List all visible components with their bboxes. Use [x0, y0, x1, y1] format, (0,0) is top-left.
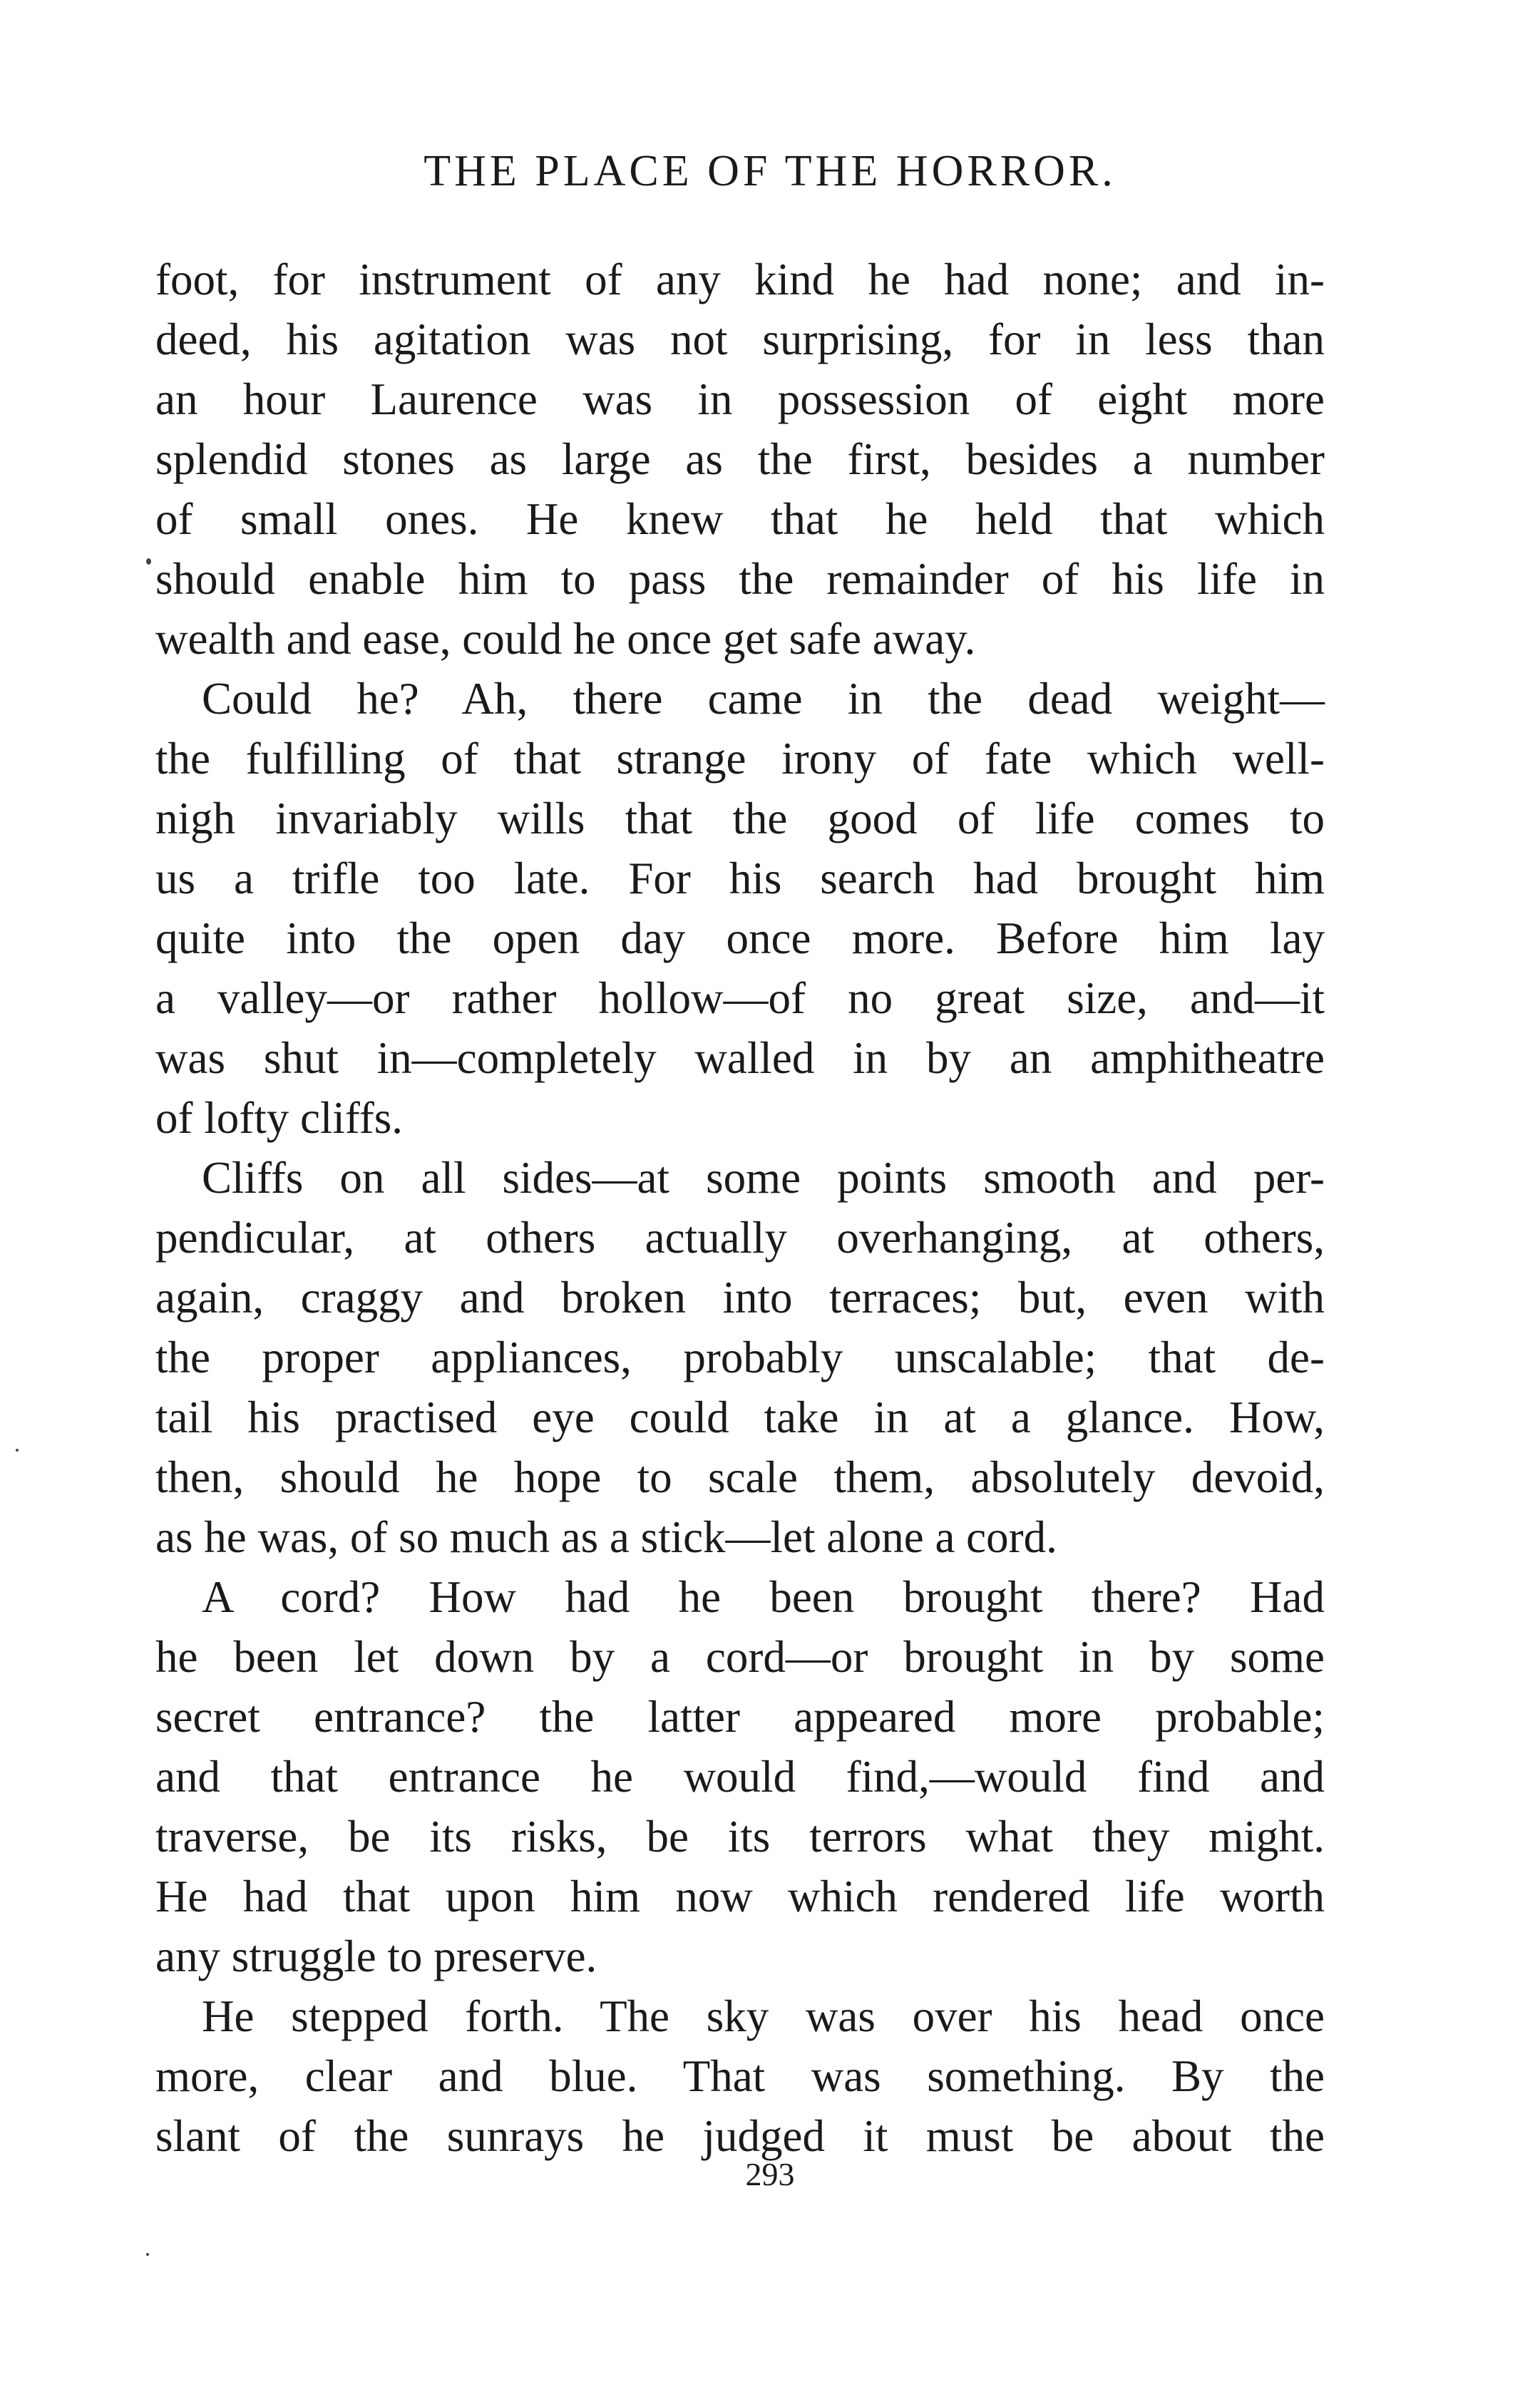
paragraph: [155, 1986, 1325, 2166]
paragraph: [155, 669, 1325, 1148]
text-line: the fulfilling of that strange irony of fate which well-: [155, 734, 1325, 784]
text-line: tail his practised eye could take in at a glance. How,: [155, 1392, 1325, 1442]
text-line: us a trifle too late. For his search had brought him: [155, 853, 1325, 903]
running-head: THE PLACE OF THE HORROR.: [423, 147, 1116, 195]
text-line: was shut in—completely walled in by an amphitheatre: [155, 1033, 1325, 1083]
text-line: of small ones. He knew that he held that which: [155, 494, 1325, 544]
text-line: more, clear and blue. That was something. By the: [155, 2051, 1325, 2101]
paragraph: [155, 1567, 1325, 1986]
text-line: foot, for instrument of any kind he had none; and in-: [155, 255, 1325, 304]
text-line: he been let down by a cord—or brought in by some: [155, 1632, 1325, 1682]
paragraph: [155, 250, 1325, 669]
text-line: pendicular, at others actually overhanging, at others,: [155, 1213, 1325, 1263]
text-line: of lofty cliffs.: [155, 1093, 404, 1143]
scan-speck: [146, 558, 151, 565]
text-line: secret entrance? the latter appeared more probable;: [155, 1692, 1325, 1742]
text-line: wealth and ease, could he once get safe away.: [155, 614, 976, 664]
text-line: as he was, of so much as a stick—let alone a cord.: [155, 1512, 1057, 1562]
text-line: any struggle to preserve.: [155, 1931, 597, 1981]
text-line: He stepped forth. The sky was over his head once: [202, 1991, 1325, 2041]
text-line: should enable him to pass the remainder of his life in: [155, 554, 1325, 604]
scan-speck: [146, 2253, 149, 2256]
text-line: again, craggy and broken into terraces; but, even with: [155, 1273, 1325, 1323]
body-text: [155, 250, 1325, 2166]
text-line: and that entrance he would find,—would find and: [155, 1752, 1325, 1802]
text-line: an hour Laurence was in possession of eight more: [155, 374, 1325, 424]
scan-speck: [16, 1449, 19, 1452]
text-line: the proper appliances, probably unscalable; that de-: [155, 1333, 1325, 1382]
text-line: He had that upon him now which rendered life worth: [155, 1872, 1325, 1921]
paragraph: [155, 1148, 1325, 1567]
text-line: splendid stones as large as the first, besides a number: [155, 434, 1325, 484]
text-line: a valley—or rather hollow—of no great size, and—it: [155, 973, 1325, 1023]
text-line: slant of the sunrays he judged it must be about the: [155, 2111, 1325, 2161]
text-line: traverse, be its risks, be its terrors what they might.: [155, 1812, 1325, 1862]
text-line: Could he? Ah, there came in the dead weight—: [202, 674, 1325, 724]
text-line: Cliffs on all sides—at some points smooth and per-: [202, 1153, 1325, 1203]
text-line: A cord? How had he been brought there? Had: [202, 1572, 1325, 1622]
text-line: deed, his agitation was not surprising, for in less than: [155, 314, 1325, 364]
text-line: quite into the open day once more. Before him lay: [155, 913, 1325, 963]
text-line: nigh invariably wills that the good of life comes to: [155, 794, 1325, 843]
page-number: 293: [745, 2156, 795, 2192]
text-line: then, should he hope to scale them, absolutely devoid,: [155, 1452, 1325, 1502]
